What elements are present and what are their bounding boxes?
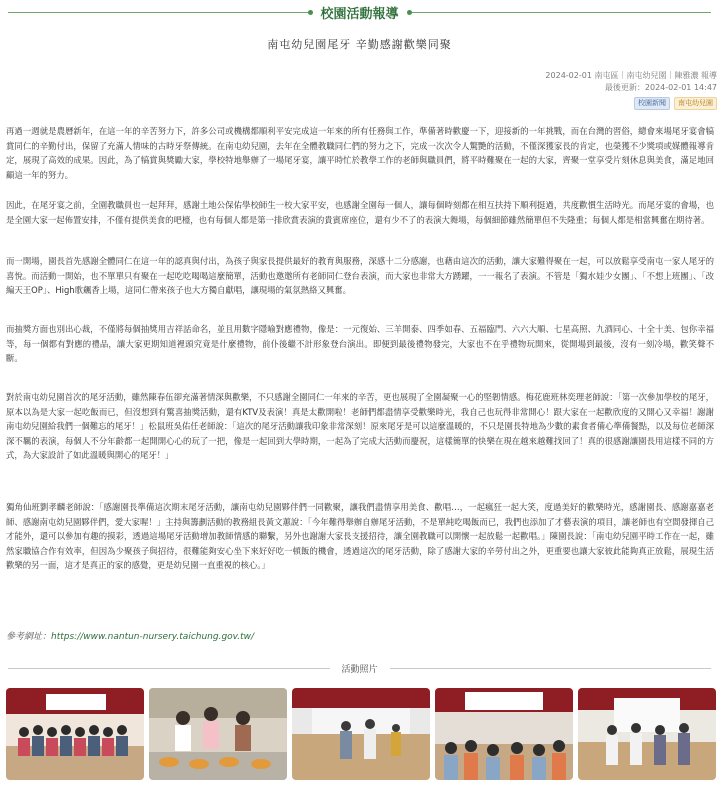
photos-divider-left	[8, 668, 330, 669]
article-paragraph: 獨角仙班劉孝麟老師說：「感謝園長準備這次期末尾牙活動，讓南屯幼兒園夥伴們一同歡聚，讓我們盡情享用美食、歡唱…，一起瘋狂一起大笑，度過美好的歡樂時光，感謝園長、感謝嘉嘉老師、感謝南屯幼兒園夥伴們，愛大家喔！」主持與籌劃活動的教務組長黃文蕙說：「今年難得舉辦自辦尾牙活動，不是單純吃喝飯而已，我們也添加了才藝表演的項目，讓老師也有空間發揮自己才能外，還可以參加有趣的摸彩，透過這場尾牙活動增加教師情感的聯繫，另外也謝謝大家長支援招待，讓全園教職可以開懷一起放鬆一起歡唱。」陳園長說：「南屯幼兒園平時工作在一起，雖然家職協合作有效率，但因為少聚孩子與招待，很難能夠安心坐下來好好吃一頓飯的機會，透過這次的尾牙活動，除了感謝大家的辛勞付出之外，更重要也讓大家彼此能夠真正放鬆，展現生活歡樂的另一面，這才是真正的家的感覺，更是幼兒園一直重視的核心。」	[6, 502, 714, 571]
photo-thumbnail[interactable]	[578, 688, 716, 780]
tag-school[interactable]: 南屯幼兒園	[674, 97, 717, 110]
article-paragraph: 再過一週就是農曆新年，在這一年的辛苦努力下，許多公司或機構都順利平安完成這一年來的所有任務與工作，準備著時歡慶一下，迎接新的一年挑戰，而在台灣的習俗，總會來場尾牙宴會犒賞同仁的辛勤付出，保留了充滿人情味的古時牙祭傳統。在南屯幼兒園，去年在全體教職同仁們的努力之下，完成一次次令人驚艷的活動，不僅深獲家長的肯定，也榮獲不少獎項或媒體報導肯定，展現了高效的成果。因此，為了犒賞與獎勵大家，學校特地舉辦了一場尾牙宴，讓平時忙於教學工作的老師與職員們，將平時難聚在一起的大家，齊聚一堂享受片刻休息與美食，滿足地回顧這一年的努力。	[6, 126, 714, 180]
reference	[6, 629, 254, 642]
section-header	[8, 4, 711, 20]
reference-label: 參考網址：	[6, 632, 52, 642]
article-title: 南屯幼兒園尾牙 辛勤感謝歡樂同聚	[267, 38, 452, 51]
article-body	[6, 124, 714, 600]
stage-performance-image	[292, 688, 430, 780]
article-paragraph: 對於南屯幼兒園首次的尾牙活動，雖然陳春伍卻充滿著情深與歡樂，不只感謝全園同仁一年來的辛苦，更也展現了全園凝聚一心的堅韌情感。梅花鹿班林奕理老師說：「第一次參加學校的尾牙，原本以為是大家一起吃飯而已，但沒想到有驚喜抽獎活動，還有KTV及表演！真是太歡開啦！老師們都盡情享受歡樂時光，我自己也玩得非常開心！跟大家在一起歡欣度的又開心又幸福！謝謝南屯幼兒園給我們一個難忘的尾牙！」松鼠班吳佑任老師說：「這次的尾牙活動讓我印象非常深刻！原來尾牙是可以這麼溫暖的，不只是園長特地為少數的素食者備心準備餐點，以及每位老師深深不羈的表演，每個人不分年齡都一起開開心心的玩了一把，像是一起回到大學時期，一起為了完成大活動而慶祝，這樣簡單的快樂在現在越來越難找回了！真的很感謝讓園長用這樣不同的方式，為大家設計了如此溫暖與開心的尾牙！」	[6, 392, 714, 461]
dance-performance-image	[578, 688, 716, 780]
buffet-photo-image	[149, 688, 287, 780]
reference-link[interactable]: https://www.nantun-nursery.taichung.gov.tw/	[51, 632, 255, 642]
article-paragraph: 而抽獎方面也別出心裁，不僅將每個抽獎用吉祥話命名，並且用數字隱喻對應禮物，像是：一元復始、三羊開泰、四季如春、五福臨門、六六大順、七星高照、九酒同心、十全十美、包你幸福等，每一個都有對應的禮品，讓大家更期知道裡頭究竟是什麼禮物，前仆後繼不計形象登台演出。即便到最後禮物發完，大家也不在乎禮物玩開來，從開場到最後，沒有一刻冷場，歡笑聲不斷。	[6, 324, 714, 364]
photo-thumbnail[interactable]	[292, 688, 430, 780]
audience-photo-image	[435, 688, 573, 780]
section-title: 校園活動報導	[320, 6, 399, 22]
photo-thumbnail[interactable]	[435, 688, 573, 780]
group-photo-image	[6, 688, 144, 780]
header-divider-left	[8, 12, 309, 13]
article-tags	[634, 97, 717, 110]
photo-thumbnail[interactable]	[6, 688, 144, 780]
tag-campus-news[interactable]: 校園新聞	[634, 97, 670, 110]
photos-title: 活動照片	[341, 664, 378, 675]
photos-header	[8, 661, 711, 675]
article-meta	[545, 70, 717, 94]
article-updated: 最後更新：2024-02-01 14:47	[604, 83, 717, 92]
photo-gallery	[6, 688, 716, 780]
article-paragraph: 因此，在尾牙宴之前，全園教職員也一起拜拜，感謝土地公保佑學校師生一校大家平安，也感謝全園每一個人，讓每個時刻都在相互扶持下順利挺過，共度歡慣生活時光。而尾牙宴的會場，也是全園大家一起佈置安排，不僅有提供美食的吧檯，也有每個人都是第一排欣賞表演的貴賓席座位，還有少不了的表演大舞場，每個細節雖然簡單但不失隆重；每個人都是相當興奮在期待著。	[6, 200, 714, 225]
article-paragraph: 而一開場，園長首先感謝全體同仁在這一年的認真與付出，為孩子與家長提供最好的教育與服務，深感十二分感謝，也藉由這次的活動，讓大家難得聚在一起，可以放鬆享受南屯一家人尾牙的喜悅。而活動一開始，也不單單只有聚在一起吃吃喝喝這麼簡單，活動也邀邀所有老師同仁登台表演，而大家也非常大方踴躍，一一報名了表演。不管是「獨水娃少女團」、「不想上班團」、「改編天王OP」、High歌飆香上場，這同仁帶來孩子也大方獨自獻唱，讓現場的氣氛熱絡又興奮。	[6, 256, 714, 296]
photo-thumbnail[interactable]	[149, 688, 287, 780]
photos-divider-right	[390, 668, 712, 669]
article-byline: 2024-02-01 南屯區｜南屯幼兒園｜陳雅濃 報導	[545, 71, 717, 80]
header-divider-right	[411, 12, 712, 13]
